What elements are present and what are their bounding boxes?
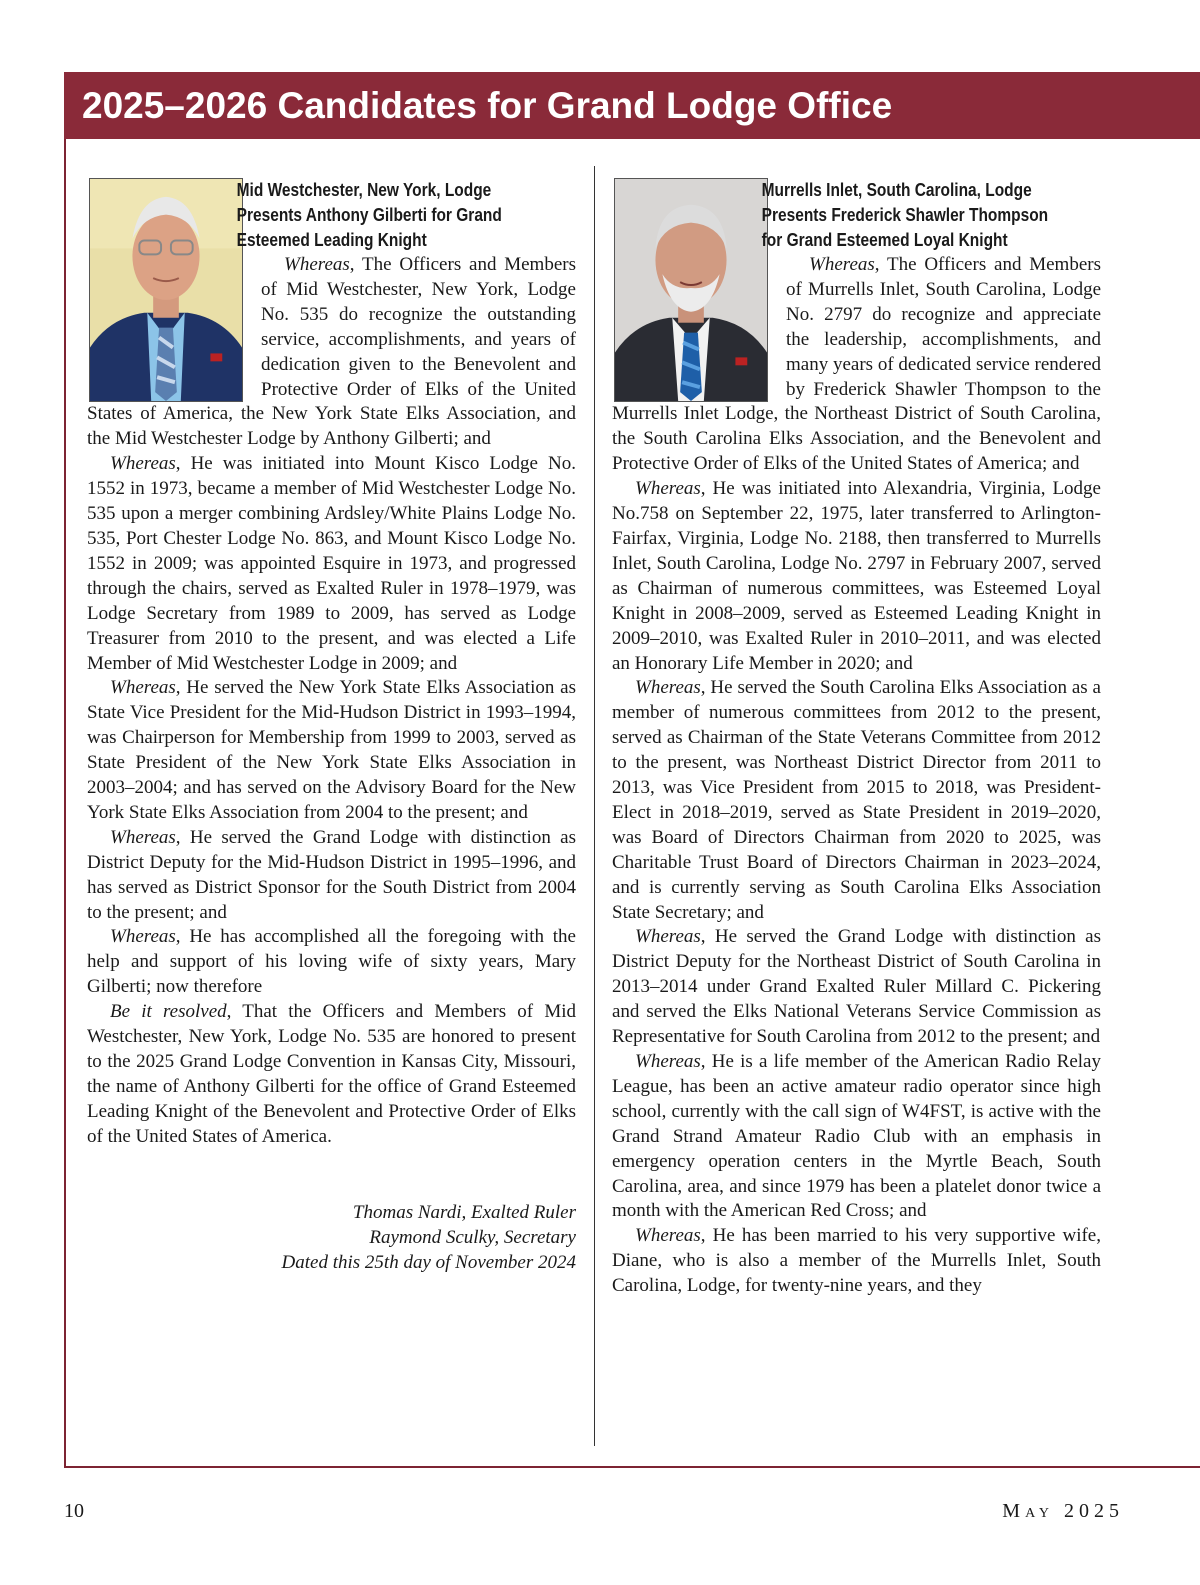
paragraph: Whereas, He is a life member of the American Radio Relay League, has been an active amateur radio operator since high school, currently with the call sign of W4FST, is active with the Grand Strand Amateur Radio Club with an emphasis in emergency operation centers in the Myrtle Beach, South Carolina, area, and since 1979 has been a platelet donor twice a month with the American Red Cross; and [612, 1051, 1101, 1222]
paragraph: Be it resolved, That the Officers and Members of Mid Westchester, New York, Lodge No. 535 are honored to present to the 2025 Grand Lodge Convention in Kansas City, Missouri, the name of Anthony Gilberti for the office of Grand Esteemed Leading Knight of the Benevolent and Protective Order of Elks of the United States of America. [87, 1001, 576, 1147]
paragraph: Whereas, He served the Grand Lodge with distinction as District Deputy for the Mid-Hudson District in 1995–1996, and has served as District Sponsor for the South District from 2004 to the present; and [87, 826, 576, 923]
page-number: 10 [64, 1500, 84, 1522]
right-column [612, 178, 1101, 1299]
right-body [612, 253, 1101, 1299]
right-heading: Murrells Inlet, South Carolina, Lodge Presents Frederick Shawler Thompson for Grand Esteemed Loyal Knight [761, 180, 1049, 250]
paragraph: Whereas, The Officers and Members of Mid Westchester, New York, Lodge No. 535 do recognize the outstanding service, accomplishments, and years of dedication given to the Benevolent and Protective Order of Elks of the United States of America, the New York State Elks Association, and the Mid Westchester Lodge by Anthony Gilberti; and [87, 254, 576, 450]
paragraph: Whereas, He served the Grand Lodge with distinction as District Deputy for the Northeast District of South Carolina in 2013–2014 under Grand Exalted Ruler Millard C. Pickering and served the Elks National Veterans Service Commission as Representative for South Carolina from 2012 to the present; and [612, 926, 1101, 1048]
paragraph: Whereas, He was initiated into Alexandria, Virginia, Lodge No.758 on September 22, 1975, later transferred to Arlington-Fairfax, Virginia, Lodge No. 2188, then transferred to Murrells Inlet, South Carolina, Lodge No. 2797 in February 2007, served as Chairman of numerous committees, was Esteemed Loyal Knight in 2008–2009, served as Esteemed Leading Knight in 2009–2010, was Exalted Ruler in 2010–2011, and was elected an Honorary Life Member in 2020; and [612, 478, 1101, 674]
paragraph: Whereas, The Officers and Members of Murrells Inlet, South Carolina, Lodge No. 2797 do recognize and appreciate the leadership, accomplishments, and many years of dedicated service rendered by Frederick Shawler Thompson to the Murrells Inlet Lodge, the Northeast District of South Carolina, the South Carolina Elks Association, and the Benevolent and Protective Order of Elks of the United States of America; and [612, 254, 1101, 475]
paragraph: Whereas, He has been married to his very supportive wife, Diane, who is also a member of the Murrells Inlet, South Carolina, Lodge, for twenty-nine years, and they [612, 1225, 1101, 1297]
left-heading: Mid Westchester, New York, Lodge Presents Anthony Gilberti for Grand Esteemed Leading Knight [236, 180, 502, 250]
column-divider [594, 166, 595, 1446]
signature-block: Thomas Nardi, Exalted Ruler Raymond Sculky, Secretary Dated this 25th day of November 2024 [281, 1201, 576, 1273]
paragraph: Whereas, He served the South Carolina Elks Association as a member of numerous committees from 2012 to the present, served as Chairman of the State Veterans Committee from 2012 to the present, was Northeast District Director from 2011 to 2013, was Vice President from 2015 to 2018, was President-Elect in 2018–2019, served as State President in 2019–2020, was Board of Directors Chairman from 2020 to 2025, was Charitable Trust Board of Directors Chairman in 2023–2024, and is currently serving as South Carolina Elks Association State Secretary; and [612, 677, 1101, 923]
issue-date: May 2025 [1002, 1500, 1124, 1522]
paragraph: Whereas, He has accomplished all the foregoing with the help and support of his loving wife of sixty years, Mary Gilberti; now therefore [87, 926, 576, 998]
paragraph: Whereas, He served the New York State Elks Association as State Vice President for the Mid-Hudson District in 1993–1994, was Chairperson for Membership from 1999 to 2003, served as State President of the New York State Elks Association in 2003–2004; and has served on the Advisory Board for the New York State Elks Association from 2004 to the present; and [87, 677, 576, 823]
page-title-banner [64, 72, 1200, 139]
left-column [87, 178, 576, 1275]
page-title: 2025–2026 Candidates for Grand Lodge Office [82, 85, 893, 126]
paragraph: Whereas, He was initiated into Mount Kisco Lodge No. 1552 in 1973, became a member of Mid Westchester Lodge No. 535 upon a merger combining Ardsley/White Plains Lodge No. 535, Port Chester Lodge No. 863, and Mount Kisco Lodge No. 1552 in 2009; was appointed Esquire in 1973, and progressed through the chairs, served as Exalted Ruler in 1978–1979, was Lodge Secretary from 1989 to 2009, has served as Lodge Treasurer from 2010 to the present, and was elected a Life Member of Mid Westchester Lodge in 2009; and [87, 453, 576, 674]
